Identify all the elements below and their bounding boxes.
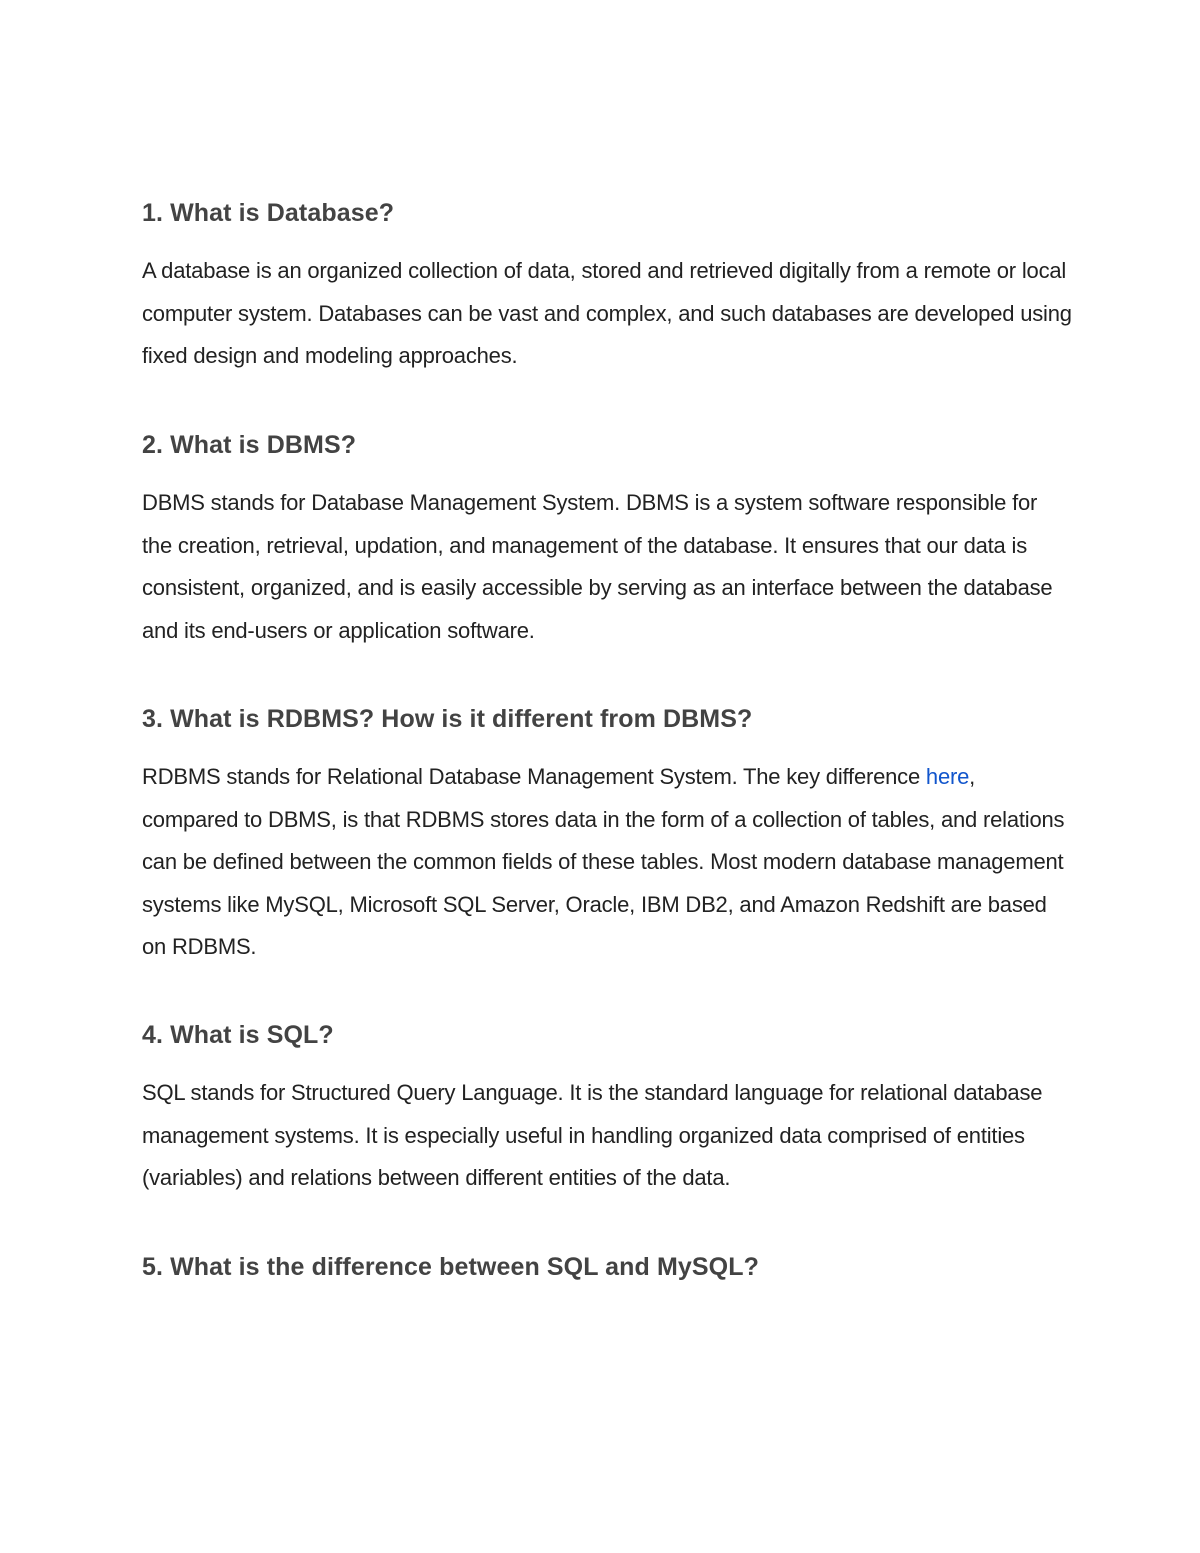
here-link[interactable]: here — [925, 764, 970, 789]
section-heading: 5. What is the difference between SQL and MySQL? — [142, 1253, 759, 1281]
section-heading: 4. What is SQL? — [142, 1021, 334, 1049]
section-paragraph: DBMS stands for Database Management System. DBMS is a system software responsible for the creation, retrieval, updation, and management of the database. It ensures that our data is consistent, organized, and is easily accessible by serving as an interface between the database and its end-users or application software. — [142, 490, 1053, 643]
section-heading: 2. What is DBMS? — [142, 431, 357, 459]
section-paragraph — [142, 756, 1072, 969]
paragraph-text-before-link: RDBMS stands for Relational Database Management System. The key difference — [142, 764, 926, 789]
section-paragraph: A database is an organized collection of data, stored and retrieved digitally from a remote or local computer system. Databases can be vast and complex, and such databases are developed using fixed design and modeling approaches. — [142, 258, 1072, 368]
paragraph-text-after-link: , compared to DBMS, is that RDBMS stores data in the form of a collection of tables, and relations can be defined between the common fields of these tables. Most modern database management systems like MySQL, Microsoft SQL Server, Oracle, IBM DB2, and Amazon Redshift are based on RDBMS. — [142, 764, 1065, 959]
section-what-is-database — [142, 196, 1072, 378]
section-what-is-dbms — [142, 428, 1072, 652]
section-what-is-sql — [142, 1018, 1072, 1200]
section-sql-vs-mysql — [142, 1250, 1072, 1284]
section-paragraph: SQL stands for Structured Query Language. It is the standard language for relational database management systems. It is especially useful in handling organized data comprised of entities (variables) and relations between different entities of the data. — [142, 1080, 1043, 1190]
section-heading: 3. What is RDBMS? How is it different from DBMS? — [142, 705, 753, 733]
section-what-is-rdbms — [142, 702, 1072, 969]
section-heading: 1. What is Database? — [142, 199, 395, 227]
